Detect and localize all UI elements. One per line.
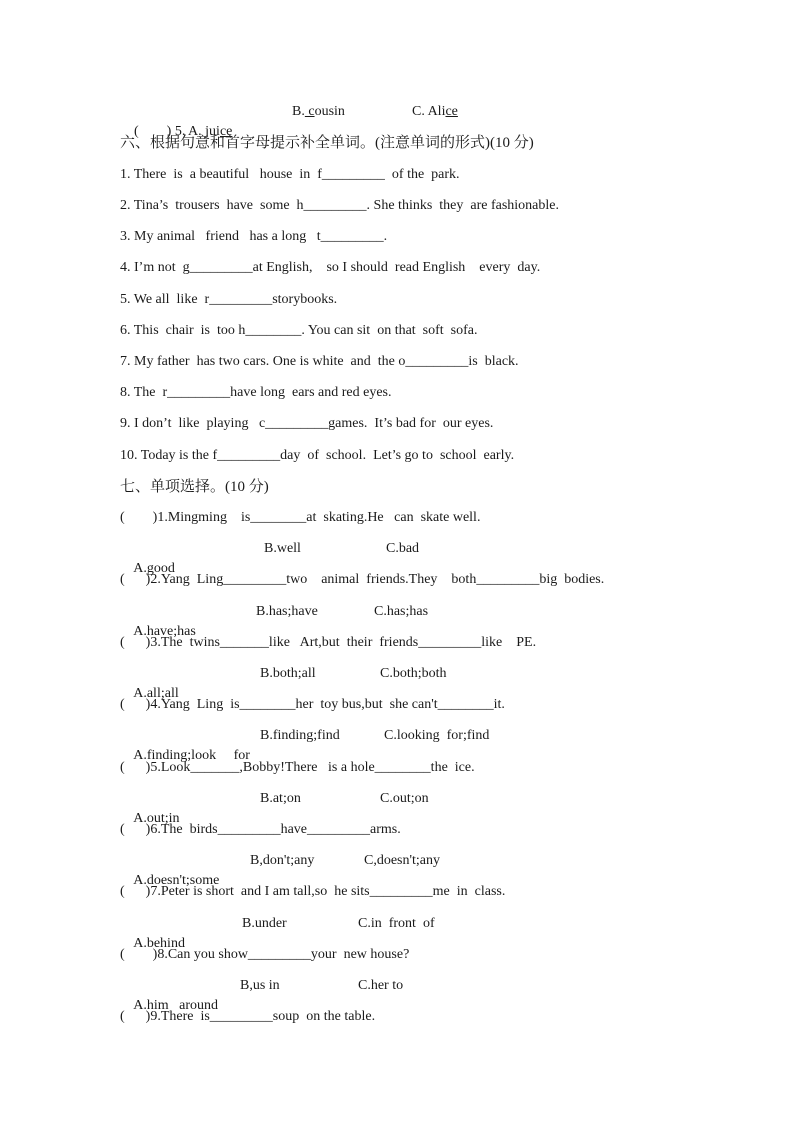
section-6-title: 六、根据句意和首字母提示补全单词。(注意单词的形式)(10 分) <box>120 135 534 151</box>
mc-question: ( )4.Yang Ling is________her toy bus,but she can't________it. <box>120 697 505 712</box>
option-a: A.doesn't;some <box>133 873 220 888</box>
fill-item: 6. This chair is too h________. You can sit on that soft sofa. <box>120 323 478 338</box>
fill-item: 10. Today is the f_________day of school. Let’s go to school early. <box>120 448 515 463</box>
fill-item: 5. We all like r_________storybooks. <box>120 292 338 307</box>
top-question-5-stem: ( ) 5. A. jui <box>134 124 220 139</box>
option-a: A.behind <box>133 936 185 951</box>
mc-question: ( )5.Look_______,Bobby!There is a hole________the ice. <box>120 760 475 775</box>
option-c: C.her to <box>358 978 404 993</box>
option-a: A.all;all <box>133 686 179 701</box>
option-a: A.good <box>133 561 175 576</box>
option-b-label: B. <box>292 104 305 119</box>
option-c: C.out;on <box>380 791 429 806</box>
fill-item: 4. I’m not g_________at English, so I should read English every day. <box>120 260 541 275</box>
fill-item: 2. Tina’s trousers have some h_________. She thinks they are fashionable. <box>120 198 560 213</box>
option-c: C.looking for;find <box>384 728 490 743</box>
option-c: C.has;has <box>374 604 429 619</box>
option-b: B.at;on <box>260 791 301 806</box>
section-7-title: 七、单项选择。(10 分) <box>120 479 269 495</box>
option-b: B.under <box>242 916 287 931</box>
mc-question: ( )3.The twins_______like Art,but their friends_________like PE. <box>120 635 537 650</box>
option-c: C,doesn't;any <box>364 853 441 868</box>
option-b: B.well <box>264 541 301 556</box>
fill-item: 1. There is a beautiful house in f_________ of the park. <box>120 167 460 182</box>
option-a: A.him around <box>133 998 218 1013</box>
fill-item: 3. My animal friend has a long t_________. <box>120 229 388 244</box>
top-question-5-option-a-underlined: ce <box>219 124 233 139</box>
fill-item: 9. I don’t like playing c_________games. It’s bad for our eyes. <box>120 416 494 431</box>
option-c-label: C. Ali <box>412 104 446 119</box>
option-a: A.out;in <box>133 811 180 826</box>
mc-question: ( )1.Mingming is________at skating.He can skate well. <box>120 510 481 525</box>
option-b-rest: ousin <box>314 104 345 119</box>
fill-item: 7. My father has two cars. One is white and the o_________is black. <box>120 354 519 369</box>
option-a: A.have;has <box>133 624 196 639</box>
option-a: A.finding;look for <box>133 748 250 763</box>
top-question-5-option-c <box>412 102 458 122</box>
option-c: C.bad <box>386 541 420 556</box>
option-b: B,us in <box>240 978 280 993</box>
option-b: B,don't;any <box>250 853 315 868</box>
option-c: C.in front of <box>358 916 435 931</box>
option-b: B.both;all <box>260 666 316 681</box>
option-b: B.finding;find <box>260 728 340 743</box>
option-b: B.has;have <box>256 604 318 619</box>
mc-question: ( )2.Yang Ling_________two animal friends.They both_________big bodies. <box>120 572 605 587</box>
top-question-5-option-b <box>292 102 345 122</box>
fill-item: 8. The r_________have long ears and red eyes. <box>120 385 392 400</box>
option-c-underlined: ce <box>445 104 458 119</box>
mc-question: ( )6.The birds_________have_________arms. <box>120 822 401 837</box>
option-b-underlined: c <box>304 104 315 119</box>
mc-question: ( )9.There is_________soup on the table. <box>120 1009 376 1024</box>
mc-question: ( )8.Can you show_________your new house? <box>120 947 410 962</box>
option-c: C.both;both <box>380 666 447 681</box>
mc-question: ( )7.Peter is short and I am tall,so he sits_________me in class. <box>120 884 506 899</box>
